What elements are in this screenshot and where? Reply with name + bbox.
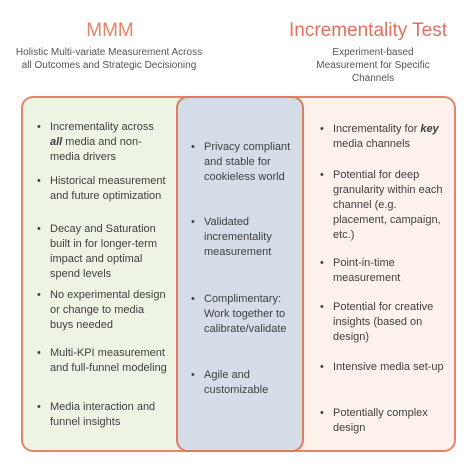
bullet-icon: • — [320, 361, 324, 373]
incrementality-list-item — [320, 256, 445, 286]
list-item-text: Incrementality across — [50, 121, 154, 133]
list-item-text: Potentially complex design — [333, 407, 428, 434]
list-item-text: Complimentary: Work together to calibrate/validate — [204, 293, 287, 335]
incrementality-list-item — [320, 168, 445, 243]
list-item-emphasis: key — [420, 123, 439, 135]
bullet-icon: • — [320, 407, 324, 419]
bullet-icon: • — [320, 123, 324, 135]
bullet-icon: • — [191, 216, 195, 228]
bullet-icon: • — [37, 401, 41, 413]
list-item-text: Incrementality for — [333, 123, 421, 135]
list-item-text: Potential for creative insights (based on design) — [333, 301, 434, 343]
bullet-icon: • — [37, 347, 41, 359]
bullet-icon: • — [191, 293, 195, 305]
bullet-icon: • — [320, 257, 324, 269]
incrementality-list-item — [320, 300, 445, 345]
bullet-icon: • — [37, 223, 41, 235]
bullet-icon: • — [320, 169, 324, 181]
mmm-list-item — [37, 222, 168, 282]
list-item-text: Potential for deep granularity within each channel (e.g. placement, campaign, etc.) — [333, 169, 443, 241]
incrementality-list-item — [320, 360, 445, 375]
mmm-title: MMM — [86, 20, 134, 41]
list-item-text: Multi-KPI measurement and full-funnel modeling — [50, 347, 167, 374]
bullet-icon: • — [37, 289, 41, 301]
list-item-text: media channels — [333, 138, 411, 150]
mmm-list-item — [37, 120, 168, 165]
bullet-icon: • — [191, 141, 195, 153]
list-item-text: Intensive media set-up — [333, 361, 444, 373]
list-item-text: Decay and Saturation built in for longer-term impact and optimal spend levels — [50, 223, 157, 280]
bullet-icon: • — [320, 301, 324, 313]
list-item-text: Point-in-time measurement — [333, 257, 401, 284]
bullet-icon: • — [37, 121, 41, 133]
incrementality-list-item — [320, 406, 445, 436]
shared-list-item — [191, 292, 296, 337]
list-item-text: media and non-media drivers — [50, 136, 142, 163]
mmm-subtitle: Holistic Multi-variate Measurement Across all Outcomes and Strategic Decisioning — [15, 47, 203, 71]
mmm-list-item — [37, 346, 168, 376]
mmm-list-item — [37, 174, 168, 204]
shared-list-item — [191, 140, 296, 185]
list-item-emphasis: all — [50, 136, 63, 148]
bullet-icon: • — [37, 175, 41, 187]
mmm-list-item — [37, 400, 168, 430]
list-item-text: Media interaction and funnel insights — [50, 401, 156, 428]
incrementality-list-item — [320, 122, 445, 152]
bullet-icon: • — [191, 369, 195, 381]
list-item-text: Validated incrementality measurement — [204, 216, 272, 258]
list-item-text: Agile and customizable — [204, 369, 269, 396]
list-item-text: Privacy compliant and stable for cookieless world — [204, 141, 291, 183]
shared-list-item — [191, 368, 296, 398]
incrementality-subtitle: Experiment-based Measurement for Specific Channels — [316, 47, 430, 84]
mmm-list-item — [37, 288, 168, 333]
incrementality-title: Incrementality Test — [288, 20, 448, 41]
list-item-text: Historical measurement and future optimization — [50, 175, 166, 202]
list-item-text: No experimental design or change to media buys needed — [50, 289, 166, 331]
shared-list-item — [191, 215, 296, 260]
